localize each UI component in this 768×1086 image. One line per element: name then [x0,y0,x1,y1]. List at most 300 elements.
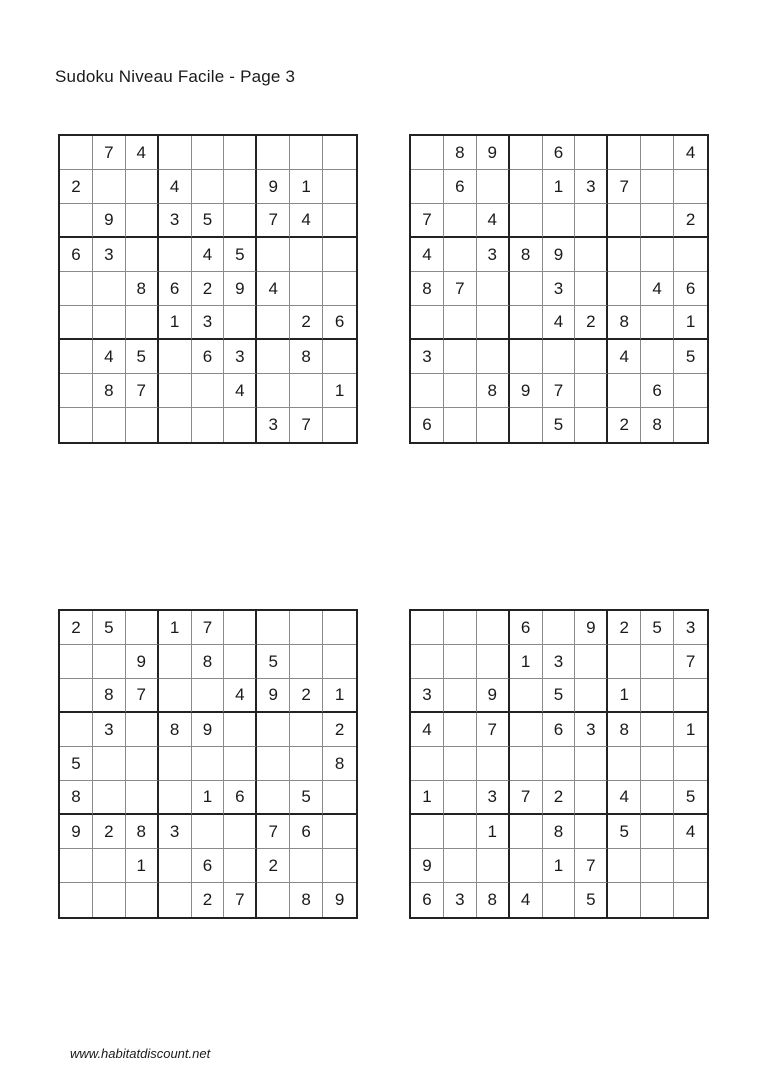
sudoku-cell [323,408,356,442]
sudoku-cell: 8 [510,238,543,272]
sudoku-cell [608,645,641,679]
sudoku-cell: 8 [290,883,323,917]
sudoku-grid-3 [58,609,358,919]
sudoku-cell [290,645,323,679]
sudoku-cell [674,374,707,408]
sudoku-cell: 6 [159,272,192,306]
sudoku-cell: 7 [192,611,225,645]
sudoku-cell [93,306,126,340]
sudoku-cell: 6 [224,781,257,815]
sudoku-cell [323,340,356,374]
sudoku-cell [411,306,444,340]
sudoku-cell [192,747,225,781]
sudoku-cell: 1 [323,374,356,408]
sudoku-cell: 8 [411,272,444,306]
sudoku-cell: 4 [93,340,126,374]
sudoku-cell [444,306,477,340]
sudoku-cell: 7 [126,679,159,713]
sudoku-cell: 4 [477,204,510,238]
sudoku-cell [224,713,257,747]
sudoku-cell [290,136,323,170]
sudoku-cell: 2 [192,272,225,306]
sudoku-cell: 5 [674,340,707,374]
sudoku-cell [60,136,93,170]
sudoku-cell: 6 [192,849,225,883]
sudoku-cell [543,204,576,238]
sudoku-cell [575,136,608,170]
sudoku-cell [477,272,510,306]
sudoku-cell [575,815,608,849]
sudoku-cell: 7 [444,272,477,306]
sudoku-cell [641,238,674,272]
sudoku-cell [323,272,356,306]
sudoku-cell [224,849,257,883]
sudoku-cell [257,340,290,374]
sudoku-cell [192,815,225,849]
sudoku-cell [224,611,257,645]
sudoku-cell [93,170,126,204]
sudoku-cell [510,204,543,238]
sudoku-cell [60,272,93,306]
sudoku-cell [575,645,608,679]
sudoku-cell [411,374,444,408]
sudoku-cell: 5 [543,679,576,713]
sudoku-cell: 6 [323,306,356,340]
sudoku-cell [93,747,126,781]
sudoku-cell: 8 [543,815,576,849]
sudoku-cell: 6 [192,340,225,374]
sudoku-cell: 5 [608,815,641,849]
sudoku-cell [641,679,674,713]
sudoku-cell [290,747,323,781]
sudoku-cell: 6 [411,883,444,917]
sudoku-cell [444,408,477,442]
sudoku-cell [257,136,290,170]
sudoku-cell [510,306,543,340]
sudoku-cell [93,645,126,679]
sudoku-cell: 5 [674,781,707,815]
sudoku-cell: 1 [674,306,707,340]
sudoku-cell [674,849,707,883]
sudoku-cell [510,272,543,306]
sudoku-cell: 4 [674,815,707,849]
sudoku-cell [510,136,543,170]
sudoku-cell [641,849,674,883]
sudoku-cell [126,408,159,442]
sudoku-cell [159,883,192,917]
sudoku-cell [411,645,444,679]
sudoku-cell [323,849,356,883]
sudoku-cell: 8 [93,679,126,713]
website-footer: www.habitatdiscount.net [70,1046,211,1061]
sudoku-cell [257,781,290,815]
sudoku-cell [60,340,93,374]
sudoku-cell: 2 [60,170,93,204]
sudoku-cell: 8 [159,713,192,747]
sudoku-cell: 2 [674,204,707,238]
sudoku-cell [641,204,674,238]
sudoku-cell [575,340,608,374]
sudoku-cell: 5 [543,408,576,442]
sudoku-cell: 4 [608,781,641,815]
sudoku-cell [477,849,510,883]
sudoku-cell [224,747,257,781]
sudoku-cell: 4 [608,340,641,374]
sudoku-cell [543,340,576,374]
sudoku-cell [159,849,192,883]
sudoku-cell: 1 [323,679,356,713]
sudoku-cell [323,815,356,849]
sudoku-cell: 3 [477,781,510,815]
sudoku-cell: 5 [224,238,257,272]
sudoku-cell [159,238,192,272]
sudoku-cell [641,747,674,781]
sudoku-cell [224,408,257,442]
sudoku-cell: 9 [334,890,345,909]
sudoku-cell: 6 [543,136,576,170]
sudoku-cell [411,170,444,204]
sudoku-cell: 8 [641,408,674,442]
sudoku-cell: 5 [192,204,225,238]
sudoku-cell: 7 [674,645,707,679]
sudoku-cell: 8 [93,374,126,408]
sudoku-cell [510,713,543,747]
sudoku-cell: 3 [411,340,444,374]
sudoku-cell: 6 [543,713,576,747]
sudoku-cell [290,611,323,645]
sudoku-cell [477,645,510,679]
sudoku-cell: 1 [126,849,159,883]
sudoku-grid-1 [58,134,358,444]
sudoku-cell: 3 [159,204,192,238]
sudoku-grid-4 [409,609,709,919]
sudoku-cell [411,136,444,170]
sudoku-cell [477,611,510,645]
sudoku-cell [93,849,126,883]
sudoku-cell [159,679,192,713]
sudoku-cell [510,170,543,204]
sudoku-cell: 4 [641,272,674,306]
sudoku-cell [257,238,290,272]
sudoku-cell [641,713,674,747]
sudoku-cell: 5 [93,611,126,645]
sudoku-cell [641,136,674,170]
sudoku-cell [444,204,477,238]
sudoku-cell: 7 [411,204,444,238]
sudoku-cell [323,238,356,272]
sudoku-cell: 5 [60,747,93,781]
sudoku-cell [159,136,192,170]
sudoku-cell: 3 [575,170,608,204]
sudoku-cell [257,611,290,645]
sudoku-cell [575,408,608,442]
sudoku-cell [575,781,608,815]
sudoku-cell [444,679,477,713]
sudoku-cell [674,883,707,917]
sudoku-cell [674,170,707,204]
sudoku-cell: 3 [257,408,290,442]
sudoku-cell [60,679,93,713]
sudoku-cell [126,883,159,917]
sudoku-cell [444,374,477,408]
sudoku-cell: 6 [510,611,543,645]
sudoku-cell [159,747,192,781]
sudoku-cell [290,849,323,883]
sudoku-cell [60,408,93,442]
sudoku-cell [477,408,510,442]
sudoku-cell: 2 [93,815,126,849]
sudoku-cell [641,170,674,204]
sudoku-cell [159,781,192,815]
sudoku-cell [674,679,707,713]
sudoku-cell: 9 [543,238,576,272]
sudoku-cell: 2 [323,713,356,747]
sudoku-cell: 2 [257,849,290,883]
sudoku-cell: 3 [93,238,126,272]
sudoku-cell: 8 [477,374,510,408]
sudoku-cell [192,679,225,713]
sudoku-cell [641,815,674,849]
sudoku-cell [444,340,477,374]
sudoku-cell: 8 [444,136,477,170]
sudoku-cell: 4 [290,204,323,238]
sudoku-cell [444,849,477,883]
sudoku-cell [290,713,323,747]
sudoku-cell: 9 [477,136,510,170]
sudoku-cell: 2 [543,781,576,815]
sudoku-cell [510,815,543,849]
sudoku-cell [411,747,444,781]
sudoku-cell: 7 [543,374,576,408]
sudoku-cell [126,306,159,340]
sudoku-cell [411,815,444,849]
sudoku-cell [641,781,674,815]
sudoku-cell: 8 [192,645,225,679]
sudoku-cell: 8 [60,781,93,815]
sudoku-cell: 5 [290,781,323,815]
sudoku-cell: 3 [93,713,126,747]
sudoku-cell [444,238,477,272]
sudoku-cell [224,204,257,238]
sudoku-cell [159,408,192,442]
sudoku-cell: 7 [510,781,543,815]
sudoku-cell: 8 [323,747,356,781]
sudoku-cell [641,645,674,679]
sudoku-cell [323,204,356,238]
sudoku-cell [224,306,257,340]
sudoku-cell [224,170,257,204]
sudoku-cell: 9 [510,374,543,408]
sudoku-cell: 7 [575,849,608,883]
sudoku-cell [477,306,510,340]
sudoku-cell [608,272,641,306]
sudoku-cell [257,883,290,917]
sudoku-cell [60,306,93,340]
sudoku-cell [257,374,290,408]
sudoku-cell [543,611,576,645]
sudoku-cell: 7 [126,374,159,408]
sudoku-cell [510,849,543,883]
page-title: Sudoku Niveau Facile - Page 3 [55,67,296,86]
sudoku-cell [93,781,126,815]
sudoku-cell [323,645,356,679]
sudoku-cell [444,781,477,815]
sudoku-cell: 9 [257,679,290,713]
sudoku-cell [641,883,674,917]
sudoku-cell [323,781,356,815]
sudoku-cell [608,747,641,781]
sudoku-cell [224,136,257,170]
sudoku-cell [608,204,641,238]
sudoku-cell [257,713,290,747]
sudoku-cell: 9 [60,815,93,849]
sudoku-cell [674,747,707,781]
sudoku-cell: 3 [674,611,707,645]
sudoku-cell: 9 [192,713,225,747]
sudoku-cell [510,747,543,781]
sudoku-cell: 9 [224,272,257,306]
sudoku-cell [608,238,641,272]
sudoku-cell: 3 [224,340,257,374]
sudoku-cell [323,136,356,170]
sudoku-cell [444,645,477,679]
sudoku-cell: 4 [411,238,444,272]
sudoku-cell [641,340,674,374]
sudoku-cell: 7 [257,204,290,238]
sudoku-cell [510,679,543,713]
sudoku-cell: 1 [159,611,192,645]
sudoku-cell [543,883,576,917]
sudoku-grid-2 [409,134,709,444]
sudoku-cell: 5 [257,645,290,679]
sudoku-cell: 8 [608,306,641,340]
sudoku-cell: 4 [126,136,159,170]
sudoku-cell: 2 [290,679,323,713]
sudoku-cell [323,611,356,645]
sudoku-cell [674,238,707,272]
sudoku-cell [510,340,543,374]
sudoku-cell: 3 [444,883,477,917]
sudoku-cell: 9 [257,170,290,204]
sudoku-cell [60,645,93,679]
sudoku-cell: 6 [411,408,444,442]
sudoku-cell [60,849,93,883]
sudoku-cell: 6 [444,170,477,204]
sudoku-cell [477,170,510,204]
sudoku-cell: 7 [477,713,510,747]
sudoku-cell: 3 [543,645,576,679]
sudoku-cell: 1 [290,170,323,204]
sudoku-cell [159,340,192,374]
sudoku-cell: 7 [290,408,323,442]
sudoku-cell [224,815,257,849]
sudoku-cell: 8 [126,815,159,849]
sudoku-cell [290,238,323,272]
sudoku-cell: 2 [290,306,323,340]
sudoku-cell: 1 [477,815,510,849]
sudoku-cell: 2 [60,611,93,645]
sudoku-cell: 2 [575,306,608,340]
sudoku-cell: 1 [159,306,192,340]
sudoku-cell: 2 [608,611,641,645]
sudoku-cell [126,170,159,204]
sudoku-cell: 8 [126,272,159,306]
sudoku-cell [444,713,477,747]
sudoku-cell: 4 [543,306,576,340]
sudoku-cell [641,306,674,340]
sudoku-cell [159,645,192,679]
sudoku-cell [159,374,192,408]
sudoku-cell [60,374,93,408]
sudoku-cell: 6 [290,815,323,849]
sudoku-cell: 3 [543,272,576,306]
sudoku-cell [126,713,159,747]
sudoku-cell: 4 [159,170,192,204]
sudoku-cell: 9 [575,611,608,645]
sudoku-cell [224,645,257,679]
sudoku-cell: 7 [608,170,641,204]
sudoku-cell [444,611,477,645]
sudoku-cell [126,747,159,781]
sudoku-cell: 6 [60,238,93,272]
sudoku-cell: 9 [126,645,159,679]
sudoku-cell [674,408,707,442]
sudoku-cell [608,136,641,170]
sudoku-cell: 8 [290,340,323,374]
sudoku-cell [192,408,225,442]
sudoku-cell [575,679,608,713]
sudoku-cell [575,374,608,408]
sudoku-cell: 4 [192,238,225,272]
sudoku-cell [608,883,641,917]
sudoku-cell: 7 [257,815,290,849]
sudoku-cell [608,849,641,883]
sudoku-cell [477,340,510,374]
sudoku-cell [60,204,93,238]
sudoku-cell: 5 [641,611,674,645]
sudoku-cell [323,170,356,204]
sudoku-cell: 9 [411,849,444,883]
sudoku-cell: 3 [411,679,444,713]
sudoku-cell: 7 [93,136,126,170]
sudoku-cell [290,374,323,408]
sudoku-cell: 3 [477,238,510,272]
sudoku-cell [575,204,608,238]
sudoku-cell: 2 [192,883,225,917]
sudoku-cell [126,781,159,815]
sudoku-cell [257,306,290,340]
sudoku-cell: 2 [608,408,641,442]
sudoku-cell [192,374,225,408]
sudoku-cell: 1 [674,713,707,747]
sudoku-cell: 8 [477,883,510,917]
sudoku-cell [257,747,290,781]
sudoku-cell: 1 [411,781,444,815]
sudoku-cell: 6 [641,374,674,408]
sudoku-cell: 3 [159,815,192,849]
sudoku-cell: 5 [126,340,159,374]
sudoku-cell: 3 [575,713,608,747]
sudoku-cell [510,408,543,442]
sudoku-cell: 6 [674,272,707,306]
sudoku-cell: 1 [510,645,543,679]
sudoku-cell: 7 [224,883,257,917]
sudoku-cell [575,238,608,272]
sudoku-cell [93,272,126,306]
sudoku-cell [126,204,159,238]
sudoku-cell [60,883,93,917]
sudoku-cell [192,170,225,204]
